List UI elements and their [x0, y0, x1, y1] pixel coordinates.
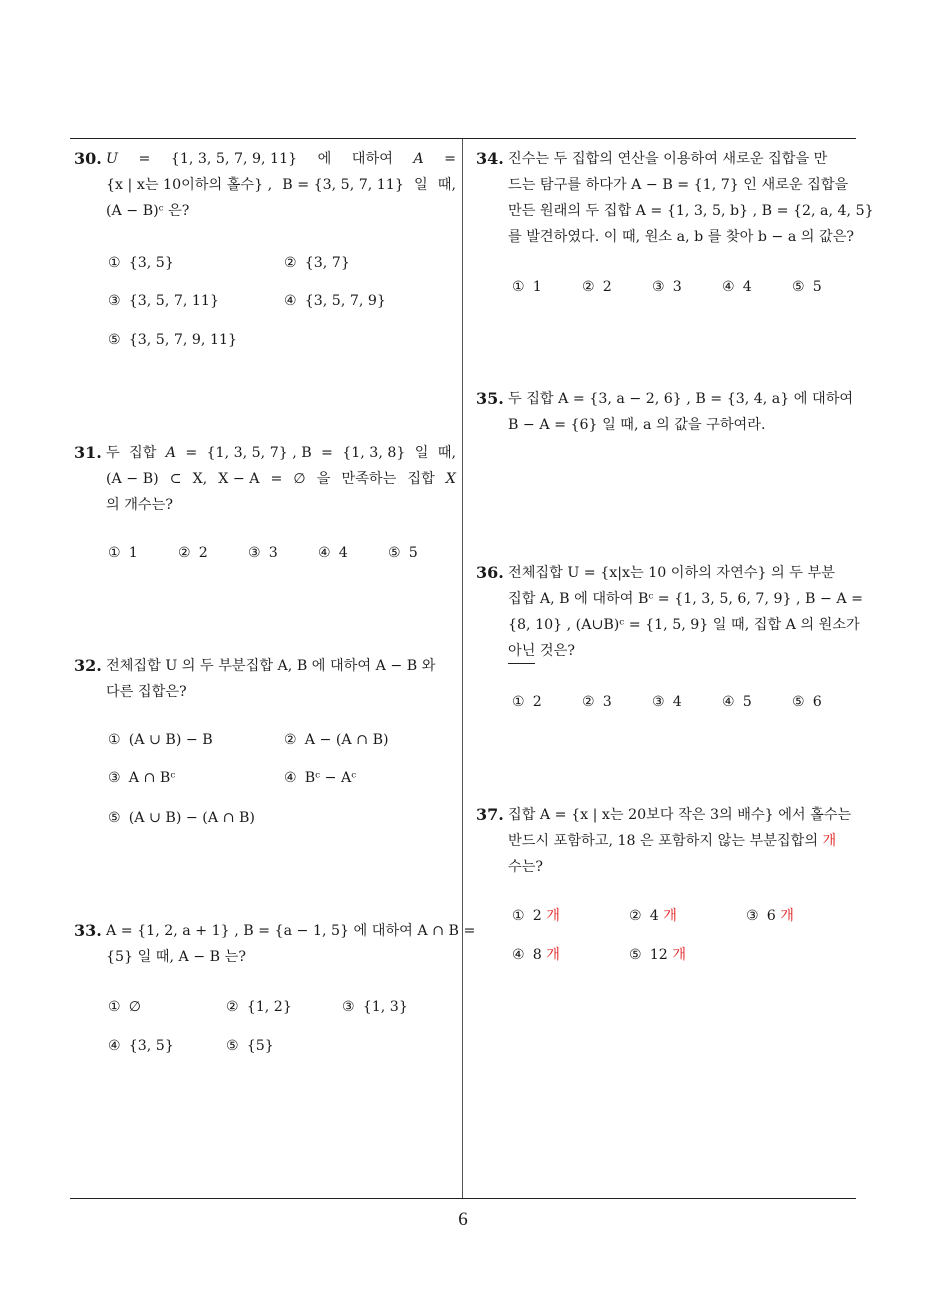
q36-option-1[interactable] [512, 692, 542, 712]
text-line [106, 918, 476, 944]
column-divider [462, 139, 463, 1198]
text-line [508, 412, 860, 438]
circled-number: ③ [108, 293, 121, 309]
circled-number: ③ [248, 545, 261, 561]
page-number: 6 [458, 1209, 468, 1230]
math: A [165, 445, 177, 461]
option-text: ∅ [128, 999, 142, 1015]
question-text [508, 560, 864, 664]
q37-option-3[interactable] [746, 906, 794, 926]
option-text: A ∩ Bᶜ [128, 770, 176, 786]
question-number: 36. [476, 563, 504, 582]
q37-option-4[interactable] [512, 945, 560, 965]
option-text: 5 [812, 279, 822, 295]
circled-number: ⑤ [629, 947, 642, 963]
q33-option-4[interactable] [108, 1036, 174, 1056]
word: 때, [437, 177, 456, 193]
text-line [106, 172, 456, 198]
math: A [413, 151, 424, 167]
text-line [106, 146, 456, 172]
circled-number: ② [226, 999, 239, 1015]
option-text: 4 [338, 545, 348, 561]
text-line [106, 492, 456, 518]
unit-text: 개 [672, 947, 687, 963]
circled-number: ⑤ [226, 1038, 239, 1054]
text: (A − B)ᶜ 은? [106, 203, 190, 219]
option-text: 2 [532, 694, 542, 710]
unit-text: 개 [663, 908, 677, 924]
q36-option-2[interactable] [582, 692, 612, 712]
word: 을 [316, 471, 331, 487]
option-text: 1 [532, 279, 542, 295]
option-text: 3 [672, 279, 682, 295]
option-text: (A ∪ B) − B [128, 732, 213, 748]
circled-number: ① [512, 279, 525, 295]
question-number: 32. [74, 656, 102, 675]
unit-text: 개 [780, 908, 794, 924]
text-line [106, 679, 456, 705]
circled-number: ② [582, 279, 595, 295]
question-text [106, 918, 476, 970]
question-number: 35. [476, 389, 504, 408]
circled-number: ⑤ [792, 694, 805, 710]
option-text: 3 [602, 694, 612, 710]
q34-option-5[interactable] [792, 277, 822, 297]
math: U [106, 151, 118, 167]
math: {1, 3, 5, 7} , B [206, 445, 312, 461]
word: 집합 [407, 471, 435, 487]
option-text: {3, 5, 7, 9} [304, 293, 386, 309]
text-line [106, 440, 456, 466]
circled-number: ④ [318, 545, 331, 561]
option-text: {3, 5} [128, 255, 174, 271]
option-text: (A ∪ B) − (A ∩ B) [128, 810, 255, 826]
text: 집합 A, B 에 대하여 Bᶜ = {1, 3, 5, 6, 7, 9} , B − A = [508, 591, 864, 607]
circled-number: ② [284, 732, 297, 748]
math: {x | x는 10이하의 홀수} , [106, 177, 273, 193]
text-line [508, 828, 860, 854]
circled-number: ① [108, 732, 121, 748]
word: 일 [413, 177, 428, 193]
q32-option-5[interactable] [108, 808, 255, 828]
circled-number: ④ [108, 1038, 121, 1054]
q34-option-4[interactable] [722, 277, 752, 297]
option-text: {3, 5, 7, 11} [128, 293, 219, 309]
bottom-rule [70, 1198, 856, 1199]
option-text: {3, 7} [304, 255, 350, 271]
text-line [508, 386, 860, 412]
question-text [106, 146, 456, 224]
q33-option-2[interactable] [226, 997, 292, 1017]
math: B = {3, 5, 7, 11} [282, 177, 404, 193]
option-text: 6 [766, 908, 776, 924]
option-text: Bᶜ − Aᶜ [304, 770, 357, 786]
text-line [508, 172, 860, 198]
option-text: {3, 5} [128, 1038, 174, 1054]
q36-option-5[interactable] [792, 692, 822, 712]
option-text: 3 [268, 545, 278, 561]
circled-number: ② [629, 908, 642, 924]
q32-option-3[interactable] [108, 768, 175, 788]
text-line [106, 466, 456, 492]
q30-option-2[interactable] [284, 253, 350, 273]
text: 두 집합 A = {3, a − 2, 6} , B = {3, 4, a} 에 대하여 [508, 391, 854, 407]
q32-option-1[interactable] [108, 730, 213, 750]
text: 의 개수는? [106, 497, 173, 513]
question-text [106, 653, 456, 705]
q33-option-5[interactable] [226, 1036, 274, 1056]
q31-option-2[interactable] [178, 543, 208, 563]
q30-option-3[interactable] [108, 291, 219, 311]
option-text: 4 [649, 908, 659, 924]
word: 집합 [129, 445, 157, 461]
option-text: {3, 5, 7, 9, 11} [128, 332, 238, 348]
circled-number: ① [512, 694, 525, 710]
circled-number: ② [178, 545, 191, 561]
text: B − A = {6} 일 때, a 의 값을 구하여라. [508, 417, 766, 433]
text: 반드시 포함하고, 18 은 포함하지 않는 부분집합의 [508, 833, 823, 849]
circled-number: ② [582, 694, 595, 710]
q33-option-3[interactable] [342, 997, 408, 1017]
text-line [106, 944, 456, 970]
q37-option-1[interactable] [512, 906, 560, 926]
text-line [508, 586, 864, 612]
q33-option-1[interactable] [108, 997, 141, 1017]
math: X, [192, 471, 208, 487]
option-text: 5 [408, 545, 418, 561]
circled-number: ③ [342, 999, 355, 1015]
option-text: A − (A ∩ B) [304, 732, 389, 748]
math: = [270, 471, 283, 487]
q32-option-4[interactable] [284, 768, 356, 788]
circled-number: ⑤ [792, 279, 805, 295]
q34-option-1[interactable] [512, 277, 542, 297]
question-text [106, 440, 456, 518]
text: {5} 일 때, A − B 는? [106, 949, 246, 965]
option-text: {1, 2} [246, 999, 292, 1015]
option-text: 6 [812, 694, 822, 710]
math: X [445, 471, 456, 487]
question-text [508, 146, 874, 250]
text: 전체집합 U 의 두 부분집합 A, B 에 대하여 A − B 와 [106, 658, 436, 674]
option-text: 4 [742, 279, 752, 295]
option-text: 1 [128, 545, 138, 561]
q34-option-2[interactable] [582, 277, 612, 297]
q31-option-5[interactable] [388, 543, 418, 563]
option-text: 8 [532, 947, 542, 963]
math: {1, 3, 8} [342, 445, 406, 461]
q37-option-2[interactable] [629, 906, 677, 926]
word: 에 [317, 151, 332, 167]
word: 때, [437, 445, 456, 461]
circled-number: ④ [722, 279, 735, 295]
text: 진수는 두 집합의 연산을 이용하여 새로운 집합을 만 [508, 151, 828, 167]
question-number: 33. [74, 921, 102, 940]
word: 대하여 [351, 151, 393, 167]
text-line [508, 638, 860, 664]
q32-option-2[interactable] [284, 730, 389, 750]
text-line [508, 854, 860, 880]
text: 드는 탐구를 하다가 A − B = {1, 7} 인 새로운 집합을 [508, 177, 849, 193]
text: 를 발견하였다. 이 때, 원소 a, b 를 찾아 b − a 의 값은? [508, 229, 855, 245]
math: = [185, 445, 198, 461]
question-number: 37. [476, 805, 504, 824]
q34-option-3[interactable] [652, 277, 682, 297]
unit-text: 개 [546, 947, 560, 963]
text: {8, 10} , (A∪B)ᶜ = {1, 5, 9} 일 때, 집합 A 의 원소가 [508, 617, 860, 633]
circled-number: ③ [652, 694, 665, 710]
text: 집합 A = {x | x는 20보다 작은 3의 배수} 에서 홀수는 [508, 807, 852, 823]
underlined-text: 아닌 [508, 638, 535, 664]
q36-option-4[interactable] [722, 692, 752, 712]
circled-number: ① [108, 255, 121, 271]
circled-number: ⑤ [108, 332, 121, 348]
word: 만족하는 [341, 471, 397, 487]
word: 일 [414, 445, 429, 461]
text: 것은? [535, 643, 575, 659]
circled-number: ③ [652, 279, 665, 295]
math: = [444, 151, 456, 167]
math: ⊂ [169, 471, 182, 487]
math: X − A [218, 471, 260, 487]
option-text: 2 [532, 908, 542, 924]
option-text: 12 [649, 947, 668, 963]
text-line [508, 146, 860, 172]
circled-number: ① [108, 999, 121, 1015]
circled-number: ① [108, 545, 121, 561]
question-number: 34. [476, 149, 504, 168]
question-number: 31. [74, 443, 102, 462]
option-text: 4 [672, 694, 682, 710]
unit-text: 개 [546, 908, 560, 924]
highlighted-text: 개 [822, 833, 837, 849]
q31-option-3[interactable] [248, 543, 278, 563]
circled-number: ① [512, 908, 525, 924]
text: 다른 집합은? [106, 684, 187, 700]
text-line [508, 198, 874, 224]
q31-option-1[interactable] [108, 543, 138, 563]
circled-number: ⑤ [108, 810, 121, 826]
word: 두 [106, 445, 120, 461]
text-line [106, 653, 456, 679]
text-line [508, 224, 860, 250]
text: A = {1, 2, a + 1} , B = {a − 1, 5} 에 대하여 A ∩ B = [106, 923, 476, 939]
math: ∅ [293, 471, 306, 487]
q30-option-5[interactable] [108, 330, 237, 350]
q36-option-3[interactable] [652, 692, 682, 712]
question-number: 30. [74, 149, 102, 168]
circled-number: ⑤ [388, 545, 401, 561]
text: 전체집합 U = {x|x는 10 이하의 자연수} 의 두 부분 [508, 565, 835, 581]
question-text [508, 802, 860, 880]
text-line [508, 612, 860, 638]
q37-option-5[interactable] [629, 945, 686, 965]
option-text: 2 [198, 545, 208, 561]
circled-number: ④ [284, 293, 297, 309]
circled-number: ④ [512, 947, 525, 963]
text: 수는? [508, 859, 544, 875]
math: = [321, 445, 333, 461]
math: {1, 3, 5, 7, 9, 11} [170, 151, 298, 167]
circled-number: ③ [746, 908, 759, 924]
text: 만든 원래의 두 집합 A = {1, 3, 5, b} , B = {2, a, 4, 5} [508, 203, 874, 219]
q30-option-4[interactable] [284, 291, 386, 311]
option-text: 2 [602, 279, 612, 295]
question-text [508, 386, 860, 438]
option-text: {1, 3} [362, 999, 408, 1015]
text-line [508, 560, 860, 586]
math: = [138, 151, 151, 167]
circled-number: ② [284, 255, 297, 271]
top-rule [70, 138, 856, 139]
circled-number: ④ [722, 694, 735, 710]
text-line [508, 802, 860, 828]
option-text: {5} [246, 1038, 274, 1054]
math: (A − B) [106, 471, 159, 487]
q31-option-4[interactable] [318, 543, 348, 563]
option-text: 5 [742, 694, 752, 710]
circled-number: ④ [284, 770, 297, 786]
text-line [106, 198, 456, 224]
q30-option-1[interactable] [108, 253, 174, 273]
circled-number: ③ [108, 770, 121, 786]
